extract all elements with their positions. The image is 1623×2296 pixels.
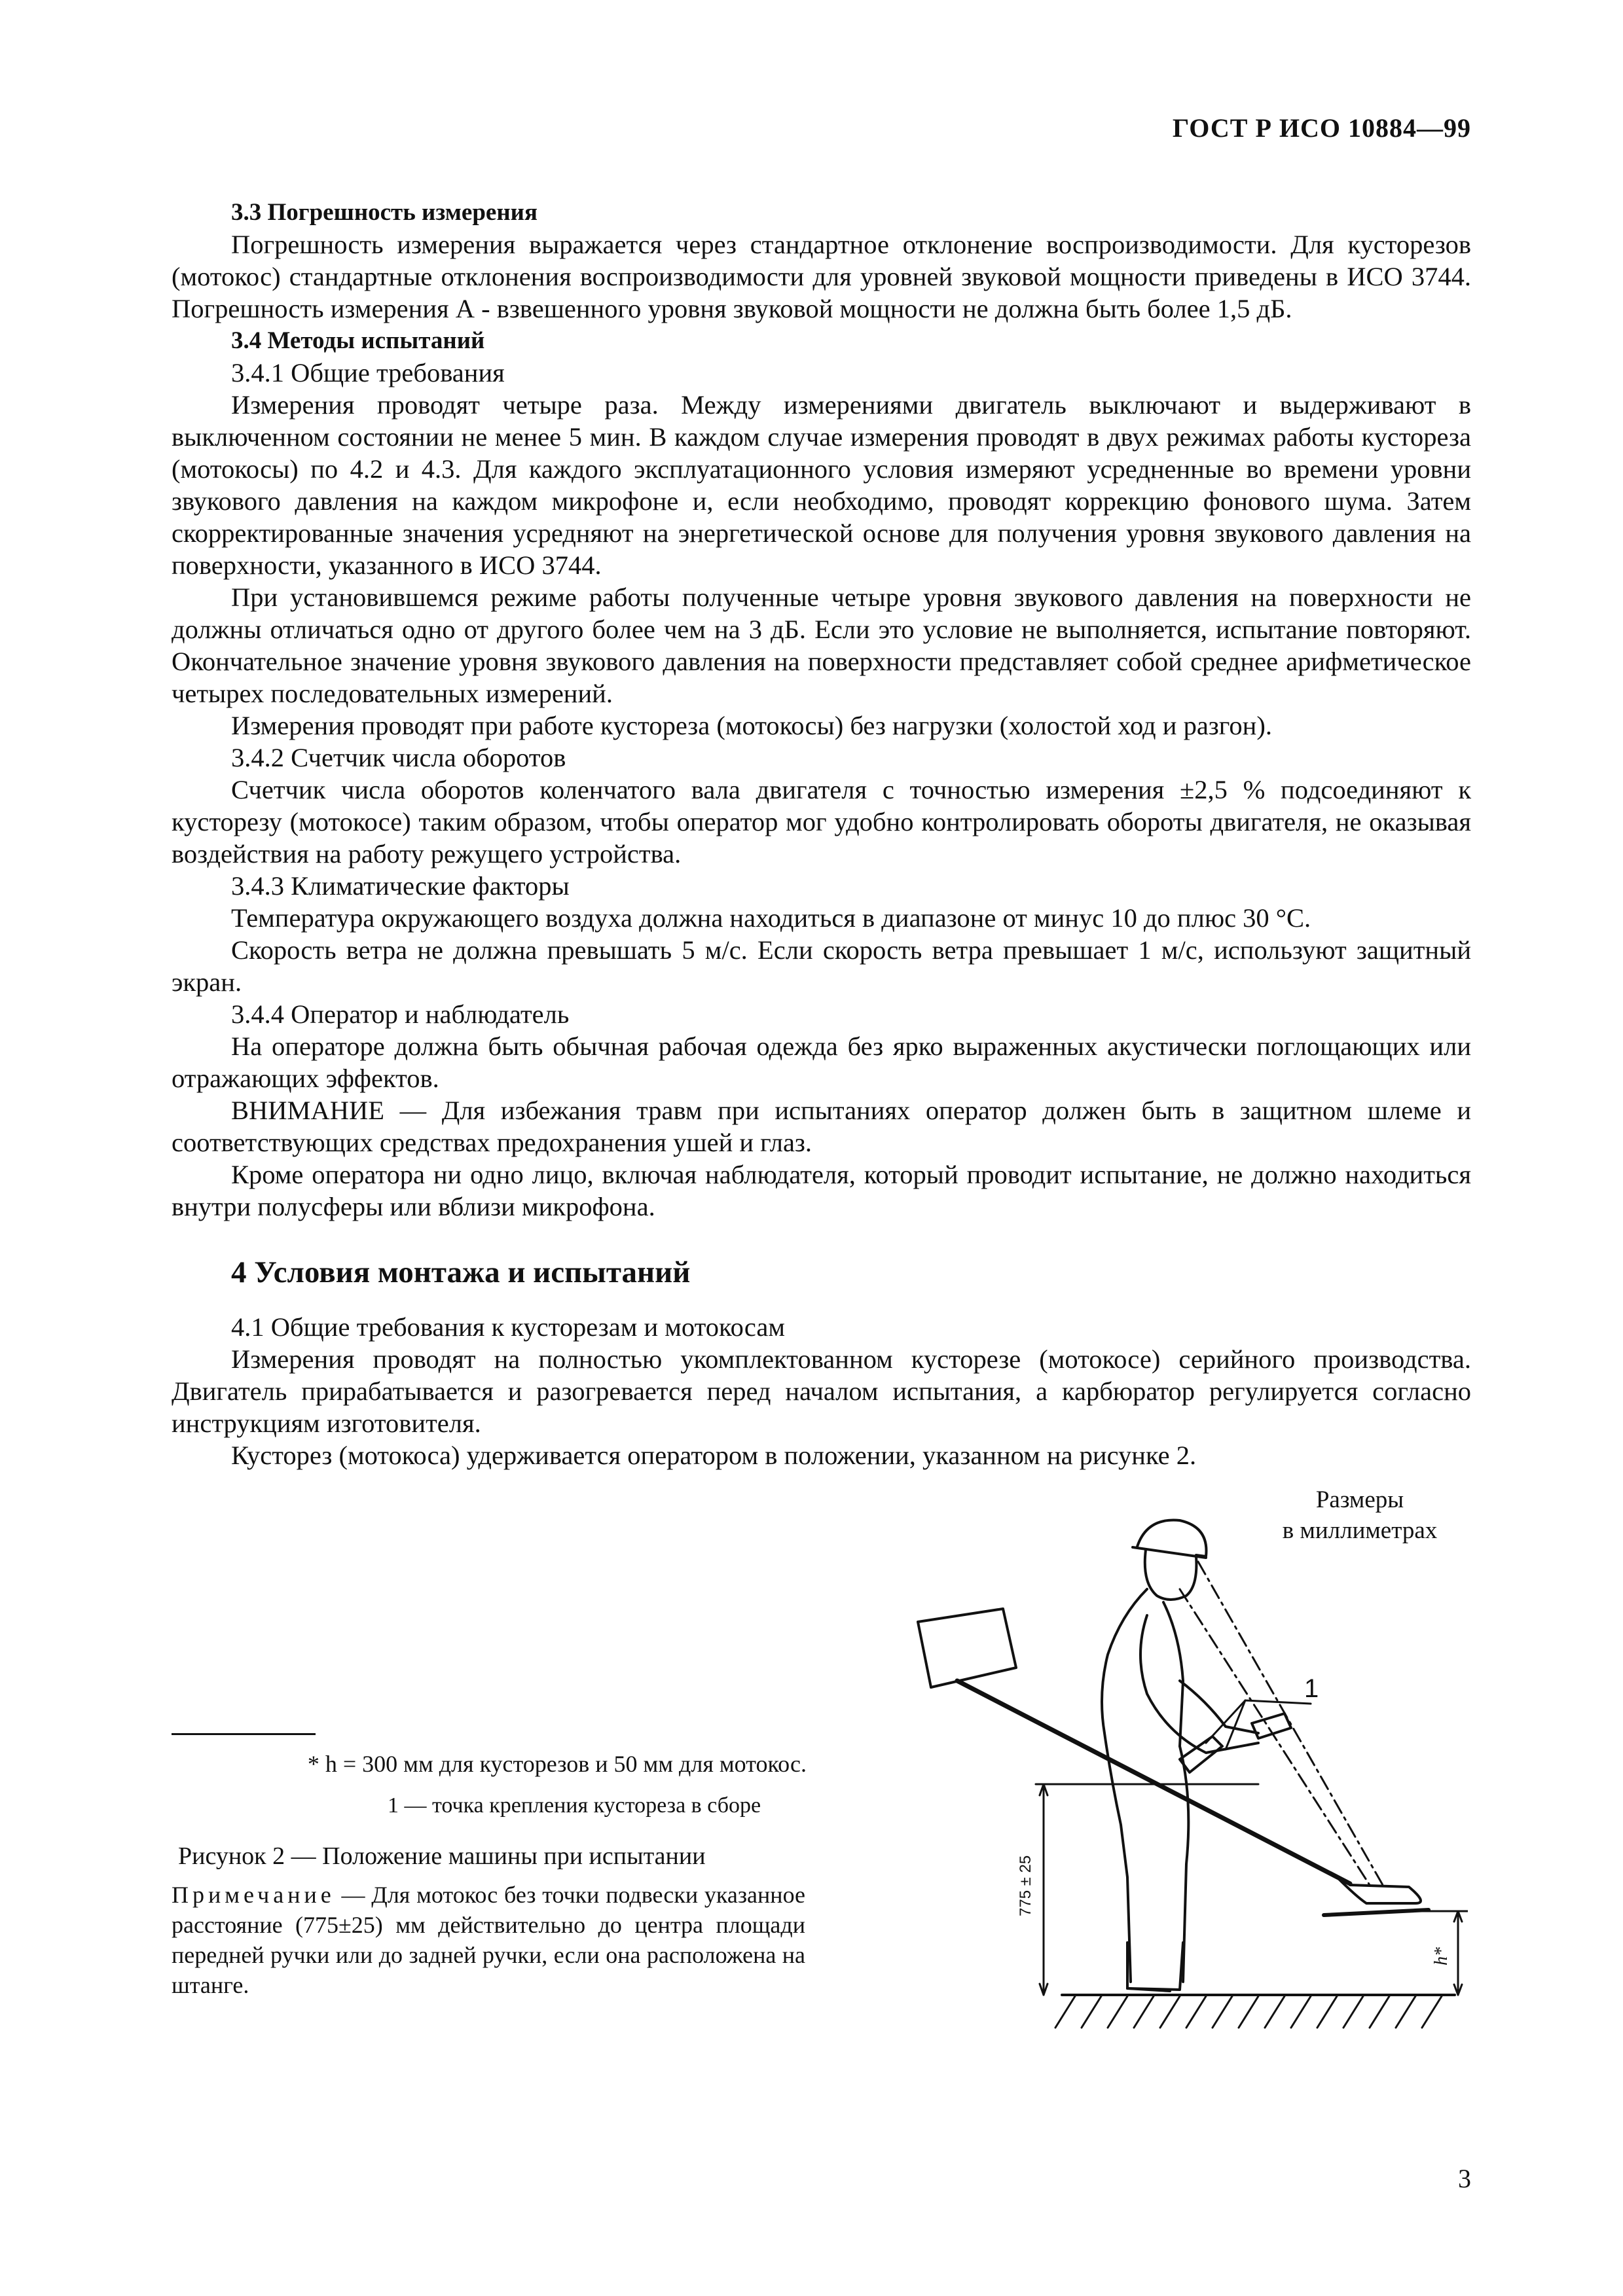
brushcutter-shaft: [957, 1681, 1350, 1884]
sizes-line-2: в миллиметрах: [1282, 1517, 1438, 1544]
heading-3-4: 3.4 Методы испытаний: [231, 327, 485, 354]
paragraph: На операторе должна быть обычная рабочая одежда без ярко выраженных акустически поглощающих или отражающих эффектов.: [172, 1031, 1471, 1093]
warning-paragraph: ВНИМАНИЕ — Для избежания травм при испытаниях оператор должен быть в защитном шлеме и соответствующих средствах предохранения ушей и глаз.: [172, 1096, 1471, 1157]
page-number: 3: [1458, 2164, 1471, 2193]
paragraph: Кроме оператора ни одно лицо, включая наблюдателя, который проводит испытание, не должно находиться внутри полусферы или вблизи микрофона.: [172, 1160, 1471, 1221]
figure-note: [172, 1880, 805, 2000]
paragraph: Счетчик числа оборотов коленчатого вала двигателя с точностью измерения ±2,5 % подсоединяют к кусторезу (мотокосе) таким образом, чтобы оператор мог удобно контролировать обороты двигателя, не оказывая воздействия на работу режущего устройства.: [172, 775, 1471, 869]
paragraph: Кусторез (мотокоса) удерживается оператором в положении, указанном на рисунке 2.: [231, 1441, 1197, 1470]
paragraph: Измерения проводят четыре раза. Между измерениями двигатель выключают и выдерживают в выключенном состоянии не менее 5 мин. В каждом случае измерения проводят в двух режимах работы кустореза (мотокосы) по 4.2 и 4.3. Для каждого эксплуатационного условия измеряют усредненные во времени уровни звукового давления на каждом микрофоне и, если необходимо, проводят коррекцию фонового шума. Затем скорректированные значения усредняют на энергетической основе для получения уровня звукового давления на поверхности, указанного в ИСО 3744.: [172, 390, 1471, 580]
figure-caption: Рисунок 2 — Положение машины при испытании: [178, 1842, 706, 1870]
subheading-4-1: 4.1 Общие требования к кусторезам и мотокосам: [231, 1312, 786, 1342]
ground-hatching: [1055, 1996, 1442, 2028]
callout-number: 1: [1304, 1674, 1319, 1703]
body-text: [172, 196, 1471, 1471]
head: [1145, 1550, 1197, 1600]
standard-code-header: ГОСТ Р ИСО 10884—99: [1172, 113, 1471, 143]
leg: [1180, 1746, 1188, 1982]
paragraph: Измерения проводят на полностью укомплектованном кусторезе (мотокосе) серийного производства. Двигатель прирабатывается и разогревается перед началом испытания, а карбюратор регулируется согласно инструкциям изготовителя.: [172, 1344, 1471, 1438]
section-4-title: 4 Условия монтажа и испытаний: [231, 1255, 691, 1289]
paragraph: Измерения проводят при работе кустореза (мотокосы) без нагрузки (холостой ход и разгон).: [231, 711, 1272, 740]
note-label: Примечание: [172, 1882, 335, 1908]
dim-h-label: h*: [1431, 1947, 1451, 1965]
paragraph: Скорость ветра не должна превышать 5 м/с. Если скорость ветра превышает 1 м/с, используют защитный экран.: [172, 935, 1471, 997]
figure-footnote-callout: 1 — точка крепления кустореза в сборе: [388, 1793, 761, 1818]
back-body: [1163, 1602, 1183, 1746]
subheading-3-4-3: 3.4.3 Климатические факторы: [231, 871, 570, 901]
paragraph: Температура окружающего воздуха должна находиться в диапазоне от минус 10 до плюс 30 °С.: [231, 903, 1311, 933]
cutting-blade: [1324, 1910, 1429, 1915]
footnote-rule: [172, 1733, 316, 1735]
handle-grip-2: [1252, 1713, 1291, 1738]
dim-775-label: 775 ± 25: [1017, 1855, 1034, 1916]
callout-leader-a: [1206, 1700, 1245, 1743]
boot: [1127, 1943, 1183, 1990]
helmet: [1137, 1520, 1207, 1557]
engine-box: [918, 1609, 1016, 1687]
callout-leader-b: [1226, 1700, 1245, 1749]
sight-line-2: [1198, 1562, 1383, 1885]
paragraph: При установившемся режиме работы полученные четыре уровня звукового давления на поверхности не должны отличаться одно от другого более чем на 3 дБ. Если это условие не выполняется, испытание повторяют. Окончательное значение уровня звукового давления на поверхности представляет собой среднее арифметическое четырех последовательных измерений.: [172, 583, 1471, 708]
figure-2-area: [172, 1484, 1471, 2139]
note-text: — Для мотокос без точки подвески указанное расстояние (775±25) мм действительно до центра площади передней ручки или до задней ручки, если она расположена на штанге.: [172, 1882, 805, 1998]
figure-footnote-h: * h = 300 мм для кусторезов и 50 мм для мотокос.: [307, 1751, 807, 1777]
front-arm: [1180, 1681, 1258, 1733]
sight-line: [1180, 1589, 1370, 1885]
sizes-line-1: Размеры: [1315, 1486, 1404, 1513]
subheading-3-4-4: 3.4.4 Оператор и наблюдатель: [231, 999, 570, 1029]
heading-3-3: 3.3 Погрешность измерения: [231, 199, 538, 226]
operator-figure-drawing: [839, 1484, 1468, 2041]
paragraph: Погрешность измерения выражается через стандартное отклонение воспроизводимости. Для кусторезов (мотокос) стандартные отклонения воспроизводимости для уровней звуковой мощности приведены в ИСО 3744. Погрешность измерения А - взвешенного уровня звуковой мощности не должна быть более 1,5 дБ.: [172, 230, 1471, 323]
subheading-3-4-1: 3.4.1 Общие требования: [231, 358, 505, 387]
subheading-3-4-2: 3.4.2 Счетчик числа оборотов: [231, 743, 566, 772]
